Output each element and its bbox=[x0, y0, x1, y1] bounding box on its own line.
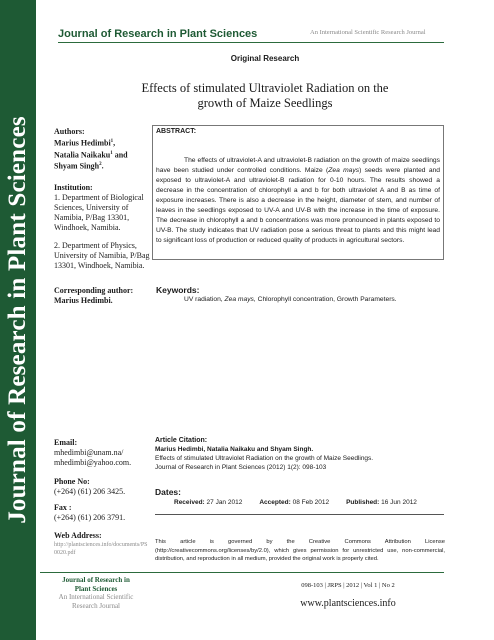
fax-label: Fax : bbox=[54, 503, 72, 512]
email-value-1: mhedimbi@unam.na/ bbox=[54, 448, 124, 457]
paper-title-line-2: growth of Maize Seedlings bbox=[197, 96, 333, 110]
footer-journal-line-1: Journal of Research in bbox=[62, 576, 130, 584]
article-type: Original Research bbox=[230, 54, 300, 63]
phone-value: (+264) (61) 206 3425. bbox=[54, 487, 126, 496]
journal-header-title: Journal of Research in Plant Sciences bbox=[58, 28, 258, 40]
phone-block bbox=[54, 477, 164, 497]
footer-divider bbox=[40, 572, 444, 573]
published-date: Published: 16 Jun 2012 bbox=[346, 499, 417, 506]
citation-authors: Marius Hedimbi, Natalia Naikaku and Shyam Singh. bbox=[155, 446, 314, 453]
phone-label: Phone No: bbox=[54, 477, 90, 486]
abstract-text: The effects of ultraviolet-A and ultraviolet-B radiation on the growth of maize seedlings have been studied under controlled conditions. Maize (Zea mays) seeds were planted and exposed to ultraviolet-A and ultraviolet-B radiation for 0-10 hours. The results showed a decrease in the concentration of chlorophyll a and b for both ultraviolet A and B as time of exposure increases. There is also a decrease in the height, diameter of stem, and number of leaves in the seedlings exposed to UV-A and UV-B with the increase in the time of exposure. The decrease in chlorophyll a and b concentrations was more pronounced in plants exposed to UV-B. The study indicates that UV radiation pose a serious threat to plants and this might lead to significant loss of production or reduced quality of products in agricultural sectors. bbox=[156, 157, 440, 244]
paper-title-line-1: Effects of stimulated Ultraviolet Radiation on the bbox=[141, 81, 389, 95]
fax-value: (+264) (61) 206 3791. bbox=[54, 513, 126, 522]
email-label: Email: bbox=[54, 438, 78, 447]
keywords-label: Keywords: bbox=[156, 285, 200, 295]
institution-label: Institution: bbox=[54, 183, 93, 192]
web-label: Web Address: bbox=[54, 531, 102, 540]
footer-journal-line-2: Plant Sciences bbox=[74, 584, 118, 593]
license-text: This article is governed by the Creative Commons Attribution License (http://creativecommons.org/licenses/by/2.0), which gives permission for unrestricted use, non-commercial, distribution, and reproduction in all medium, provided the original work is properly cited. bbox=[155, 539, 445, 562]
footer-url[interactable]: www.plantsciences.info bbox=[300, 598, 396, 609]
accepted-date: Accepted: 08 Feb 2012 bbox=[259, 499, 330, 506]
email-block bbox=[54, 438, 150, 468]
footer-citation: 098-103 | JRPS | 2012 | Vol 1 | No 2 bbox=[301, 582, 395, 589]
author-line-3: Shyam Singh$^2$. bbox=[54, 161, 104, 171]
fax-block bbox=[54, 503, 164, 523]
footer-tag-line-1: An International Scientific bbox=[58, 593, 134, 601]
web-block bbox=[54, 531, 150, 557]
institution-1: 1. Department of Biological Sciences, University of Namibia, P/Bag 13301, Windhoek, Namibia. bbox=[54, 193, 144, 232]
authors-block bbox=[54, 127, 150, 172]
journal-header-tagline: An International Scientific Research Journal bbox=[310, 29, 426, 36]
article-citation bbox=[155, 436, 445, 472]
author-line-2: Natalia Naikaku$^1$ and bbox=[54, 150, 128, 160]
footer-journal-logo bbox=[44, 576, 148, 610]
keywords-text: UV radiation, Zea mays, Chlorophyll concentration, Growth Parameters. bbox=[184, 296, 397, 303]
dates-label: Dates: bbox=[155, 487, 181, 497]
web-link[interactable]: http://plantsciences.info/documents/PS0020.pdf bbox=[54, 542, 148, 556]
corresponding-author-block bbox=[54, 286, 150, 306]
footer-tag-line-2: Research Journal bbox=[71, 601, 120, 610]
dates-row bbox=[174, 499, 444, 506]
corresponding-author-name: Marius Hedimbi. bbox=[54, 296, 113, 305]
header-divider bbox=[58, 42, 444, 43]
email-value-2: mhedimbi@yahoo.com. bbox=[54, 458, 132, 467]
citation-title: Effects of stimulated Ultraviolet Radiation on the growth of Maize Seedlings. bbox=[155, 455, 374, 462]
authors-label: Authors: bbox=[54, 127, 85, 136]
paper-title bbox=[36, 81, 494, 111]
sidebar-journal-title: Journal of Research in Plant Sciences bbox=[4, 116, 31, 524]
institution-2: 2. Department of Physics, University of Namibia, P/Bag 13301, Windhoek, Namibia. bbox=[54, 241, 150, 270]
dates-divider bbox=[155, 514, 444, 515]
abstract-label: ABSTRACT: bbox=[156, 128, 197, 135]
received-date: Received: 27 Jan 2012 bbox=[174, 499, 243, 506]
corresponding-author-label: Corresponding author: bbox=[54, 286, 134, 295]
citation-source: Journal of Research in Plant Sciences (2012) 1(2): 098-103 bbox=[155, 464, 327, 471]
journal-sidebar bbox=[0, 0, 36, 640]
institution-block bbox=[54, 183, 150, 271]
citation-label: Article Citation: bbox=[155, 437, 208, 444]
author-line-1: Marius Hedimbi$^1$, bbox=[54, 138, 116, 148]
